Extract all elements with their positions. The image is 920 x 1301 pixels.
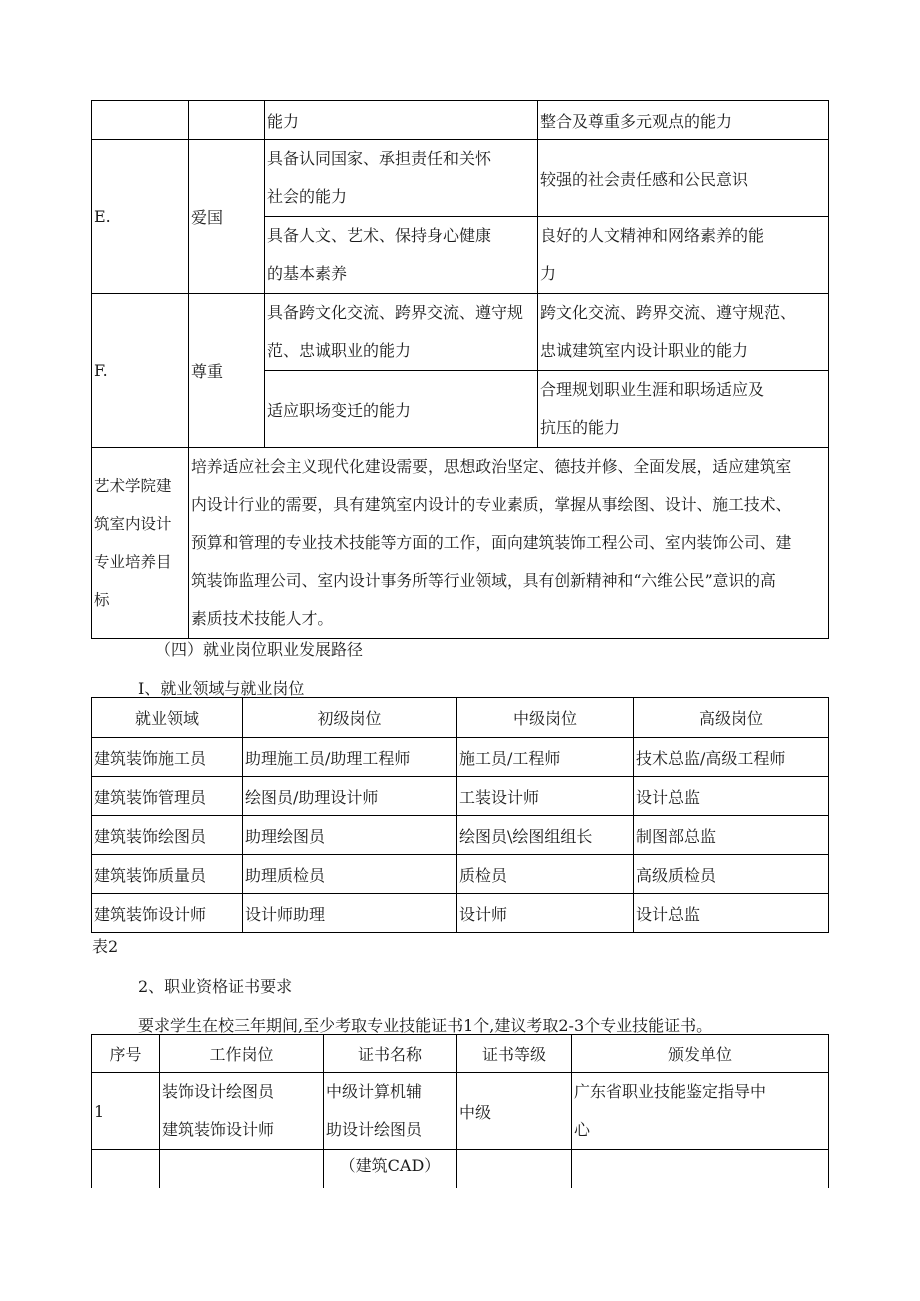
category-name: 爱国 [189,140,265,294]
table-header-row [92,698,829,738]
table-cell: 建筑装饰管理员 [92,777,243,816]
table-cell: 技术总监/高级工程师 [634,738,829,777]
subsection-title: 2、职业资格证书要求 [138,977,293,996]
requirement-cell: 较强的社会责任感和公民意识 [538,140,829,217]
table-cell: 建筑装饰施工员 [92,738,243,777]
requirement-cell: 合理规划职业生涯和职场适应及 抗压的能力 [538,371,829,448]
table-caption: 表2 [92,937,119,956]
column-header: 证书等级 [457,1035,572,1073]
table-cell: 质检员 [457,855,634,894]
table-cell: （建筑CAD） [324,1150,457,1188]
column-header: 工作岗位 [160,1035,324,1073]
ability-cell: 具备跨文化交流、跨界交流、遵守规 范、忠诚职业的能力 [265,294,538,371]
body-paragraph: 要求学生在校三年期间,至少考取专业技能证书1个,建议考取2-3个专业技能证书。 [138,1016,713,1035]
table-cell: 施工员/工程师 [457,738,634,777]
table-row [92,816,829,855]
ability-cell: 具备人文、艺术、保持身心健康 的基本素养 [265,217,538,294]
requirement-cell: 跨文化交流、跨界交流、遵守规范、 忠诚建筑室内设计职业的能力 [538,294,829,371]
category-name: 尊重 [189,294,265,448]
requirement-cell: 良好的人文精神和网络素养的能 力 [538,217,829,294]
column-header: 高级岗位 [634,698,829,738]
table-cell: 建筑装饰质量员 [92,855,243,894]
table-cell: 设计总监 [634,894,829,933]
table-cell: 广东省职业技能鉴定指导中 心 [572,1073,829,1150]
table-row [92,738,829,777]
table-row [92,855,829,894]
table-cell: 助理质检员 [243,855,457,894]
ability-cell: 能力 [265,101,538,140]
table-cell: 建筑装饰设计师 [92,894,243,933]
goal-text: 培养适应社会主义现代化建设需要，思想政治坚定、德技并修、全面发展，适应建筑室 内设计行业的需要，具有建筑室内设计的专业素质，掌握从事绘图、设计、施工技术、 预算和管理的专业技术技能等方面的工作，面向建筑装饰工程公司、室内装饰公司、建 筑装饰监理公司、室内设计事务所等行业领域，具有创新精神和“六维公民”意识的高 素质技术技能人才。 [189,448,829,639]
table-cell: 中级 [457,1073,572,1150]
category-code: E. [92,140,189,294]
jobs-table [91,697,829,933]
table-row [92,894,829,933]
ability-cell: 适应职场变迁的能力 [265,371,538,448]
certificate-table [91,1034,829,1188]
table-cell: 制图部总监 [634,816,829,855]
column-header: 初级岗位 [243,698,457,738]
table-cell: 中级计算机辅 助设计绘图员 [324,1073,457,1150]
table-cell: 装饰设计绘图员 建筑装饰设计师 [160,1073,324,1150]
table-row [92,294,829,371]
goal-label: 艺术学院建 筑室内设计 专业培养目 标 [92,448,189,639]
table-cell: 高级质检员 [634,855,829,894]
subsection-title: I、就业领域与就业岗位 [138,679,305,698]
table-cell: 设计师 [457,894,634,933]
requirement-cell: 整合及尊重多元观点的能力 [538,101,829,140]
table-row [92,777,829,816]
table-header-row [92,1035,829,1073]
ability-cell: 具备认同国家、承担责任和关怀 社会的能力 [265,140,538,217]
column-header: 中级岗位 [457,698,634,738]
table-row [92,1150,829,1188]
table-cell: 设计总监 [634,777,829,816]
table-cell: 助理施工员/助理工程师 [243,738,457,777]
table-row [92,1073,829,1150]
table-cell: 绘图员/助理设计师 [243,777,457,816]
section-title: （四）就业岗位职业发展路径 [155,640,364,659]
table-cell: 绘图员\绘图组组长 [457,816,634,855]
table-cell: 建筑装饰绘图员 [92,816,243,855]
table-cell: 工装设计师 [457,777,634,816]
column-header: 证书名称 [324,1035,457,1073]
table-row [92,140,829,217]
column-header: 序号 [92,1035,160,1073]
table-row [92,101,829,140]
category-code: F. [92,294,189,448]
table-row [92,448,829,639]
table-cell: 设计师助理 [243,894,457,933]
column-header: 颁发单位 [572,1035,829,1073]
column-header: 就业领域 [92,698,243,738]
competency-table [91,100,829,639]
table-cell: 助理绘图员 [243,816,457,855]
table-cell: 1 [92,1073,160,1150]
